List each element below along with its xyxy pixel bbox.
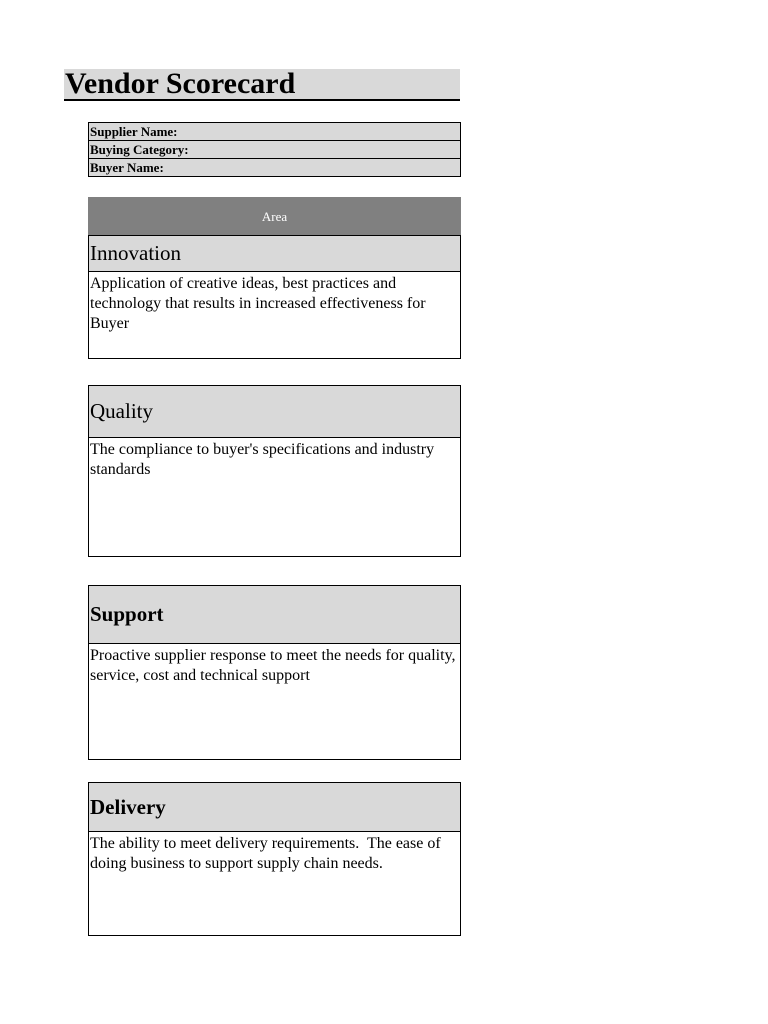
section-description: Application of creative ideas, best practices and technology that results in increased effectiveness for Buyer: [88, 272, 461, 359]
area-column-header: Area: [88, 197, 461, 235]
section-delivery: [88, 782, 461, 936]
supplier-info-table: [88, 122, 461, 177]
section-support: [88, 585, 461, 760]
section-title: Innovation: [88, 235, 461, 272]
section-quality: [88, 385, 461, 557]
page-title: Vendor Scorecard: [65, 67, 296, 100]
buying-category-row: Buying Category:: [88, 141, 461, 159]
section-description: Proactive supplier response to meet the needs for quality, service, cost and technical support: [88, 644, 461, 760]
buyer-name-row: Buyer Name:: [88, 159, 461, 177]
section-title: Delivery: [88, 782, 461, 832]
section-title: Quality: [88, 385, 461, 438]
supplier-name-row: Supplier Name:: [88, 122, 461, 141]
section-description: The ability to meet delivery requirements. The ease of doing business to support supply chain needs.: [88, 832, 461, 936]
title-bar: [64, 69, 460, 101]
section-innovation: [88, 235, 461, 359]
section-title: Support: [88, 585, 461, 644]
section-description: The compliance to buyer's specifications and industry standards: [88, 438, 461, 557]
